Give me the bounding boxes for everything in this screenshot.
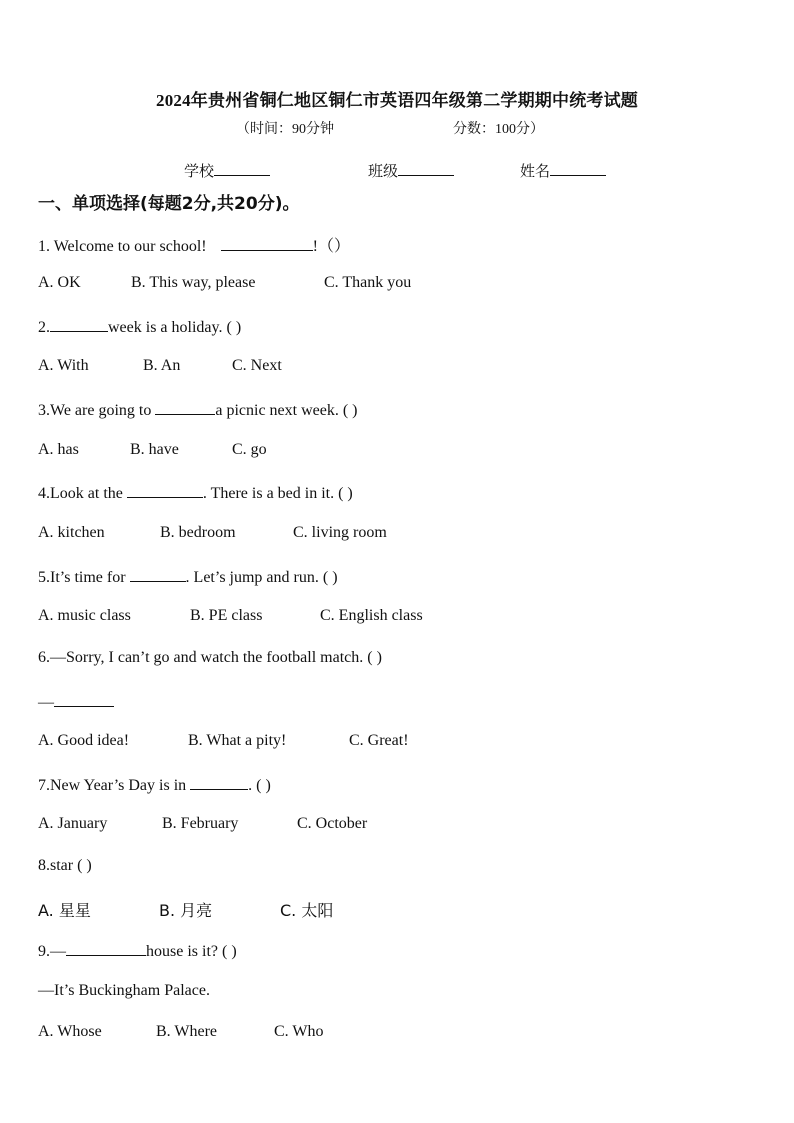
option-c[interactable]: C. October bbox=[297, 815, 368, 832]
section-title: 一、单项选择(每题2分,共20分)。 bbox=[38, 194, 300, 214]
question-text: 6.—Sorry, I can’t go and watch the football match. ( ) bbox=[38, 649, 382, 666]
answer-blank[interactable] bbox=[50, 316, 108, 332]
answer-blank[interactable] bbox=[155, 399, 215, 415]
question-stem bbox=[38, 482, 353, 503]
reply-dash: — bbox=[38, 694, 54, 711]
class-blank[interactable] bbox=[398, 160, 454, 176]
question-text: 8.star ( ) bbox=[38, 857, 92, 874]
exam-score: 分数：100分） bbox=[453, 122, 544, 137]
option-a[interactable]: A. January bbox=[38, 815, 108, 832]
question-text: house is it? ( ) bbox=[146, 943, 237, 960]
answer-blank[interactable] bbox=[66, 940, 146, 956]
answer-blank[interactable] bbox=[127, 482, 203, 498]
question-stem bbox=[38, 649, 382, 667]
option-a[interactable]: A. With bbox=[38, 357, 89, 374]
option-a[interactable]: A. Good idea! bbox=[38, 732, 130, 749]
question-stem bbox=[38, 399, 358, 420]
question-text: 9.— bbox=[38, 943, 66, 960]
name-label: 姓名 bbox=[520, 164, 551, 180]
question-text: a picnic next week. ( ) bbox=[215, 402, 358, 419]
answer-blank[interactable] bbox=[190, 774, 248, 790]
option-b[interactable]: B. have bbox=[130, 441, 179, 458]
option-a[interactable]: A. Whose bbox=[38, 1023, 102, 1040]
question-text: 2. bbox=[38, 319, 50, 336]
option-a[interactable]: A. has bbox=[38, 441, 79, 458]
option-a[interactable]: A. music class bbox=[38, 607, 131, 624]
option-c[interactable]: C. English class bbox=[320, 607, 423, 624]
question-stem bbox=[38, 316, 241, 337]
option-b[interactable]: B. Where bbox=[156, 1023, 218, 1040]
answer-blank[interactable] bbox=[130, 566, 186, 582]
class-field bbox=[368, 160, 454, 181]
question-text: 3.We are going to bbox=[38, 402, 152, 419]
question-text: 7.New Year’s Day is in bbox=[38, 777, 187, 794]
option-a[interactable]: A. OK bbox=[38, 274, 81, 291]
option-b[interactable]: B. bedroom bbox=[160, 524, 236, 541]
reply-line bbox=[38, 982, 210, 1000]
option-c[interactable]: C. living room bbox=[293, 524, 387, 541]
question-text: . There is a bed in it. ( ) bbox=[202, 485, 353, 502]
answer-blank[interactable] bbox=[221, 235, 313, 251]
school-blank[interactable] bbox=[214, 160, 270, 176]
question-text: 4.Look at the bbox=[38, 485, 123, 502]
exam-time: （时间：90分钟 bbox=[236, 122, 334, 137]
option-b[interactable]: B. This way, please bbox=[131, 274, 256, 291]
question-text: . ( ) bbox=[248, 777, 271, 794]
option-a[interactable]: A. kitchen bbox=[38, 524, 105, 541]
option-b[interactable]: B. An bbox=[143, 357, 181, 374]
reply-text: —It’s Buckingham Palace. bbox=[38, 982, 210, 999]
option-c[interactable]: C. Who bbox=[274, 1023, 324, 1040]
question-stem bbox=[38, 857, 92, 875]
option-b[interactable]: B. What a pity! bbox=[188, 732, 287, 749]
reply-line bbox=[38, 691, 114, 712]
question-stem bbox=[38, 233, 350, 256]
question-text: !（） bbox=[312, 238, 350, 255]
question-stem bbox=[38, 774, 271, 795]
question-stem bbox=[38, 940, 237, 961]
option-c[interactable]: C. Thank you bbox=[324, 274, 412, 291]
question-stem bbox=[38, 566, 338, 587]
answer-blank[interactable] bbox=[54, 691, 114, 707]
question-text: 5.It’s time for bbox=[38, 569, 126, 586]
exam-title: 2024年贵州省铜仁地区铜仁市英语四年级第二学期期中统考试题 bbox=[156, 91, 638, 110]
name-field bbox=[520, 160, 606, 181]
question-text: . Let’s jump and run. ( ) bbox=[185, 569, 338, 586]
class-label: 班级 bbox=[368, 164, 399, 180]
option-b[interactable]: B. February bbox=[162, 815, 239, 832]
question-text: 1. Welcome to our school! bbox=[38, 238, 207, 255]
school-label: 学校 bbox=[184, 164, 215, 180]
option-b[interactable]: B. 月亮 bbox=[159, 901, 213, 920]
option-c[interactable]: C. Next bbox=[232, 357, 282, 374]
name-blank[interactable] bbox=[550, 160, 606, 176]
option-c[interactable]: C. Great! bbox=[349, 732, 409, 749]
option-b[interactable]: B. PE class bbox=[190, 607, 263, 624]
question-text: week is a holiday. ( ) bbox=[108, 319, 242, 336]
option-c[interactable]: C. 太阳 bbox=[280, 901, 334, 920]
option-c[interactable]: C. go bbox=[232, 441, 267, 458]
option-a[interactable]: A. 星星 bbox=[38, 901, 91, 920]
school-field bbox=[184, 160, 270, 181]
